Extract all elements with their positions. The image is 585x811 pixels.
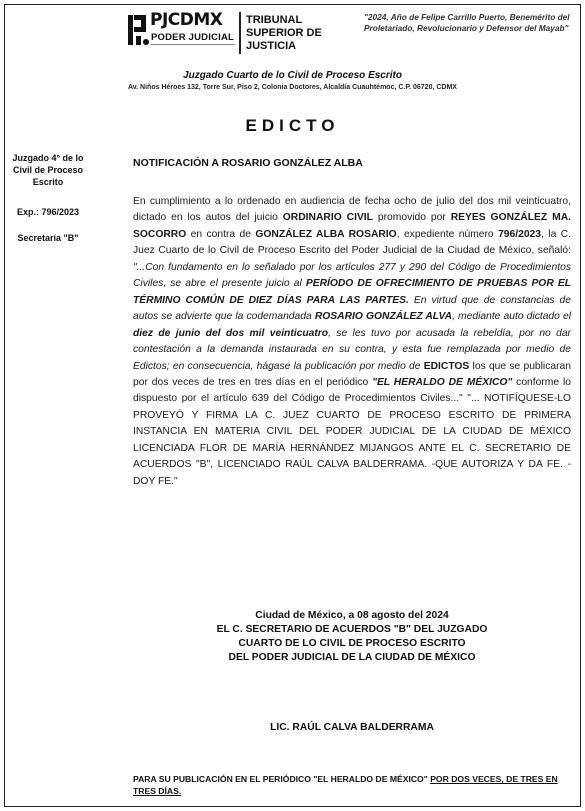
signature-line: EL C. SECRETARIO DE ACUERDOS "B" DEL JUZGADO xyxy=(216,624,488,635)
logo-sub-text: PODER JUDICIAL xyxy=(151,32,235,43)
year-motto: "2024, Año de Felipe Carrillo Puerto, Benemérito del Proletariado, Revolucionario y Defensor del Mayab" xyxy=(364,12,570,33)
court-name: Juzgado Cuarto de lo Civil de Proceso Escrito xyxy=(183,70,402,81)
signer-name: LIC. RAÚL CALVA BALDERRAMA xyxy=(270,722,434,733)
body-text: los que se publicaran por dos veces de tres en tres días en el periódico xyxy=(133,360,571,388)
pjcdmx-logo xyxy=(126,10,236,52)
signature-block xyxy=(133,609,571,665)
document-title: EDICTO xyxy=(245,116,340,135)
body-bold-italic: "EL HERALDO DE MÉXICO" xyxy=(372,376,513,388)
body-italic: , se les tuvo por acusada la rebeldía, por no dar contestación a la demanda instaurada en su contra, y esta fue remplazada por medio de Edictos; en consecuencia, hágase la publicación por medio de xyxy=(133,327,571,372)
sidebar-expediente: Exp.: 796/2023 xyxy=(16,207,80,217)
tribunal-line: JUSTICIA xyxy=(246,40,297,52)
body-bold: REYES GONZÁLEZ MA. SOCORRO xyxy=(133,212,571,240)
pj-emblem-icon xyxy=(126,12,150,48)
body-text: conforme lo dispuesto por el artículo 639 del Código de Procedimientos Civiles..." xyxy=(133,376,571,405)
body-italic: En virtud que de constancias de autos se advierte que la codemandada xyxy=(133,294,571,323)
signature-line: CUARTO DE LO CIVIL DE PROCESO ESCRITO xyxy=(238,638,466,649)
body-text: , expediente número xyxy=(396,228,499,240)
body-text: En cumplimiento a lo ordenado en audiencia de fecha ocho de julio del dos mil veinticuatro, dictado en los autos del juicio xyxy=(133,196,571,224)
body-bold-italic: diez de junio del dos mil veinticuatro xyxy=(133,327,329,339)
court-address: Av. Niños Héroes 132, Torre Sur, Piso 2, Colonia Doctores, Alcaldía Cuauhtémoc, C.P. 06720, CDMX xyxy=(128,84,457,91)
publication-note xyxy=(133,773,573,797)
body-bold: GONZÁLEZ ALBA ROSARIO xyxy=(255,228,397,240)
body-bold-italic: ROSARIO GONZÁLEZ ALVA xyxy=(314,311,453,323)
body-text: "... NOTIFÍQUESE-LO PROVEYÓ Y FIRMA LA C. JUEZ CUARTO DE PROCESO ESCRITO DE PRIMERA INSTANCIA EN MATERIA CIVIL DEL PODER JUDICIAL DE LA CIUDAD DE MÉXICO LICENCIADA FLOR DE MARÍA HERNÁNDEZ MIJANGOS ANTE EL C. SECRETARIO DE ACUERDOS "B", LICENCIADO RAÚL CALVA BALDERRAMA. -QUE AUTORIZA Y DA FE. - DOY FE." xyxy=(133,393,571,487)
body-italic: , mediante auto dictado el xyxy=(452,311,572,323)
body-text: , la C. Juez Cuarto de lo Civil de Proceso Escrito del Poder Judicial de la Ciudad de México, señaló: xyxy=(133,228,571,257)
sidebar-secretaria: Secretaría "B" xyxy=(17,233,79,243)
signature-line: Ciudad de México, a 08 agosto del 2024 xyxy=(255,610,449,621)
publication-note-text: PARA SU PUBLICACIÓN EN EL PERIÓDICO "EL HERALDO DE MÉXICO" xyxy=(133,774,431,784)
tribunal-line: TRIBUNAL xyxy=(246,14,303,26)
body-bold: 796/2023 xyxy=(498,228,542,240)
signature-line: DEL PODER JUDICIAL DE LA CIUDAD DE MÉXICO xyxy=(228,652,476,663)
tribunal-line: SUPERIOR DE xyxy=(246,27,322,39)
body-bold: ORDINARIO CIVIL xyxy=(282,212,373,224)
body-text: promovido por xyxy=(372,212,451,224)
body-bold-italic: PERÍODO DE OFRECIMIENTO DE PRUEBAS POR EL TÉRMINO COMÚN DE DIEZ DÍAS PARA LAS PARTES. xyxy=(133,278,571,306)
header-divider xyxy=(239,12,241,54)
edict-body xyxy=(133,194,571,490)
notification-heading: NOTIFICACIÓN A ROSARIO GONZÁLEZ ALBA xyxy=(133,157,363,169)
sidebar-juzgado: Juzgado 4° de lo Civil de Proceso Escrito xyxy=(12,153,84,187)
tribunal-name xyxy=(246,14,322,53)
logo-underline xyxy=(151,44,235,45)
body-text: en contra de xyxy=(186,228,256,240)
body-italic: "...Con fundamento en lo señalado por los artículos 277 y 290 del Código de Procedimientos Civiles, se abre el presente juicio al xyxy=(133,261,571,290)
publication-note-underlined: POR DOS VECES, DE TRES EN TRES DÍAS. xyxy=(133,774,558,796)
body-bold: EDICTOS xyxy=(423,360,470,372)
logo-main-text: PJCDMX xyxy=(150,10,223,30)
